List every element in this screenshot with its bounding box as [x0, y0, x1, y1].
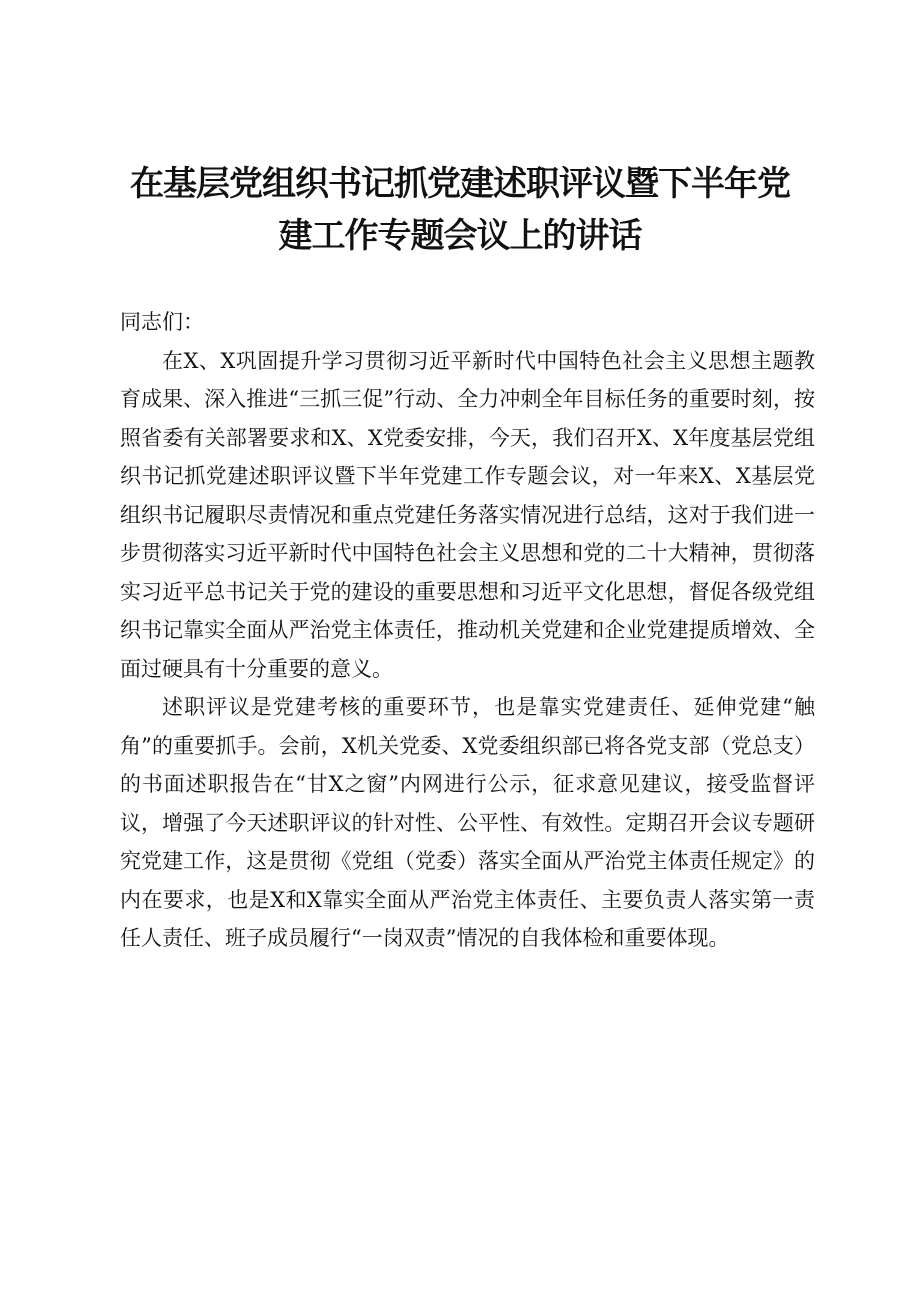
title-line-1: 在基层党组织书记抓党建述职评议暨下半年党	[130, 164, 790, 204]
document-body	[120, 303, 815, 958]
salutation: 同志们：	[120, 310, 204, 334]
document-title	[110, 158, 810, 262]
paragraph-1: 在X、X巩固提升学习贯彻习近平新时代中国特色社会主义思想主题教育成果、深入推进“三抓三促”行动、全力冲刺全年目标任务的重要时刻，按照省委有关部署要求和X、X党委安排，今天，我们召开X、X年度基层党组织书记抓党建述职评议暨下半年党建工作专题会议，对一年来X、X基层党组织书记履职尽责情况和重点党建任务落实情况进行总结，这对于我们进一步贯彻落实习近平新时代中国特色社会主义思想和党的二十大精神，贯彻落实习近平总书记关于党的建设的重要思想和习近平文化思想，督促各级党组织书记靠实全面从严治党主体责任，推动机关党建和企业党建提质增效、全面过硬具有十分重要的意义。	[120, 348, 815, 681]
title-line-2: 建工作专题会议上的讲话	[278, 216, 642, 256]
paragraph-2: 述职评议是党建考核的重要环节，也是靠实党建责任、延伸党建“触角”的重要抓手。会前，X机关党委、X党委组织部已将各党支部（党总支）的书面述职报告在“甘X之窗”内网进行公示，征求意见建议，接受监督评议，增强了今天述职评议的针对性、公平性、有效性。定期召开会议专题研究党建工作，这是贯彻《党组（党委）落实全面从严治党主体责任规定》的内在要求，也是X和X靠实全面从严治党主体责任、主要负责人落实第一责任人责任、班子成员履行“一岗双责”情况的自我体检和重要体现。	[120, 695, 815, 950]
